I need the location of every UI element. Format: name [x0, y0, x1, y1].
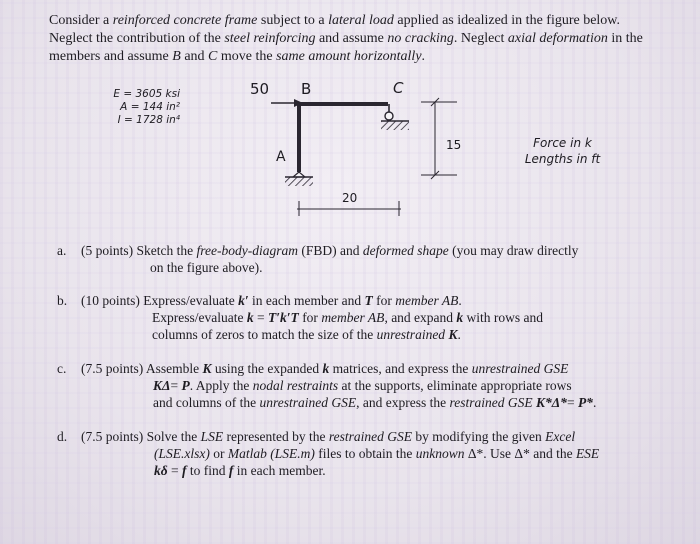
q-text: (you may draw directly: [448, 243, 579, 258]
intro-text: Consider a: [49, 13, 113, 28]
q-text: in each member.: [233, 463, 326, 478]
units-force: Force in k: [533, 136, 592, 150]
q-text: columns of zeros to match the size of the: [152, 327, 377, 342]
question-text-continued: [154, 445, 657, 462]
property-e: E = 3605 ksi: [113, 88, 180, 100]
q-emph: kδ: [154, 463, 168, 478]
intro-text: . Neglect: [453, 31, 508, 46]
q-text: .: [458, 293, 462, 308]
question-text: [81, 243, 578, 258]
q-text: by modifying the given: [411, 429, 546, 444]
q-emph: f: [182, 463, 187, 478]
q-emph: deformed shape: [362, 243, 449, 258]
q-text: Express/evaluate: [152, 310, 247, 325]
q-emph: member AB: [395, 293, 459, 308]
q-emph: free-body-diagram: [196, 243, 298, 258]
q-text: (FBD) and: [297, 243, 363, 258]
q-emph: Matlab (LSE.m): [227, 446, 315, 461]
intro-emph: B: [172, 49, 181, 64]
intro-emph: same amount horizontally: [276, 49, 422, 64]
q-text: , and express the: [356, 395, 450, 410]
load-value: 50: [250, 80, 270, 98]
q-emph: k: [322, 361, 330, 376]
q-text: (7.5 points) Solve the: [81, 429, 201, 444]
roller-support: [381, 112, 409, 130]
node-label-b: B: [301, 80, 312, 98]
node-label-c: C: [393, 79, 404, 97]
q-emph: k: [246, 310, 254, 325]
q-text: .: [592, 395, 597, 410]
property-i: I = 1728 in⁴: [117, 114, 180, 126]
intro-text: applied as idealized in the figure below. Neglect the contribution of the: [49, 13, 621, 46]
q-text: represented by the: [223, 429, 329, 444]
q-emph: member AB: [321, 310, 385, 325]
q-emph: KΔ: [153, 378, 171, 393]
q-emph: Excel: [545, 429, 576, 444]
q-text: Δ*. Use Δ* and the: [464, 446, 576, 461]
q-text: . Apply the: [189, 378, 253, 393]
question-text: [81, 361, 568, 376]
q-emph: unrestrained GSE: [259, 395, 357, 410]
q-emph: T: [364, 293, 373, 308]
node-label-a: A: [276, 149, 286, 165]
q-text: for: [298, 310, 322, 325]
dimension-width-value: 20: [342, 191, 358, 205]
question-text-continued: [152, 309, 657, 326]
q-text: and columns of the: [153, 395, 260, 410]
q-text: in each member and: [248, 293, 365, 308]
q-emph: unrestrained GSE: [471, 361, 569, 376]
intro-text: and: [180, 49, 209, 64]
question-text-continued: on the figure above).: [150, 260, 263, 275]
q-text: to find: [186, 463, 229, 478]
q-emph: k: [456, 310, 464, 325]
q-emph: P: [181, 378, 190, 393]
question-letter: d.: [57, 429, 68, 444]
intro-text: subject to a: [257, 13, 329, 28]
q-emph: (LSE.xlsx): [154, 446, 210, 461]
units-length: Lengths in ft: [524, 152, 601, 166]
intro-emph: C: [208, 49, 218, 64]
question-text-continued: [154, 462, 657, 479]
property-a: A = 144 in²: [120, 101, 180, 113]
q-text: or: [209, 446, 228, 461]
q-text: files to obtain the: [314, 446, 416, 461]
intro-emph: reinforced concrete frame: [112, 13, 258, 28]
pin-support: [285, 172, 313, 186]
dimension-height-value: 15: [446, 138, 462, 152]
q-text: =: [566, 395, 578, 410]
question-letter: b.: [57, 293, 68, 308]
q-emph: k′: [238, 293, 249, 308]
question-letter: a.: [57, 243, 67, 258]
q-emph: nodal restraints: [252, 378, 339, 393]
question-text: [81, 293, 462, 308]
question-a: [57, 242, 657, 276]
question-text-continued: [153, 394, 657, 411]
q-text: (5 points) Sketch the: [81, 243, 197, 258]
intro-text: and assume: [315, 31, 388, 46]
question-b: [57, 292, 657, 343]
q-text: for: [372, 293, 396, 308]
units-note: [505, 135, 620, 167]
intro-text: in the members and assume: [49, 31, 643, 64]
question-text-continued: [152, 326, 657, 343]
q-text: with rows and: [463, 310, 544, 325]
q-text: using the expanded: [211, 361, 323, 376]
question-d: [57, 428, 657, 479]
q-text: =: [167, 463, 183, 478]
q-emph: K*Δ*: [535, 395, 567, 410]
q-text: at the supports, eliminate appropriate rows: [338, 378, 572, 393]
q-text: =: [170, 378, 182, 393]
q-emph: K: [202, 361, 212, 376]
q-text: , and expand: [384, 310, 457, 325]
question-c: [57, 360, 657, 411]
q-text: matrices, and express the: [329, 361, 472, 376]
q-emph: T′k′T: [267, 310, 299, 325]
q-text: (10 points) Express/evaluate: [81, 293, 239, 308]
intro-text: .: [421, 49, 426, 64]
q-emph: unknown: [415, 446, 465, 461]
intro-text: move the: [217, 49, 277, 64]
q-text: .: [457, 327, 461, 342]
intro-emph: axial deformation: [507, 31, 608, 46]
q-text: (7.5 points) Assemble: [81, 361, 203, 376]
intro-emph: lateral load: [328, 13, 394, 28]
q-emph: LSE: [200, 429, 224, 444]
question-text: [81, 429, 575, 444]
q-emph: f: [228, 463, 234, 478]
q-text: =: [253, 310, 268, 325]
q-emph: unrestrained: [376, 327, 446, 342]
question-letter: c.: [57, 361, 67, 376]
question-text-continued: [153, 377, 657, 394]
q-emph: P*: [577, 395, 593, 410]
q-emph: restrained GSE: [449, 395, 533, 410]
q-emph: ESE: [575, 446, 600, 461]
intro-emph: steel reinforcing: [224, 31, 316, 46]
q-emph: K: [448, 327, 458, 342]
intro-emph: no cracking: [387, 31, 454, 46]
q-emph: restrained GSE: [328, 429, 412, 444]
